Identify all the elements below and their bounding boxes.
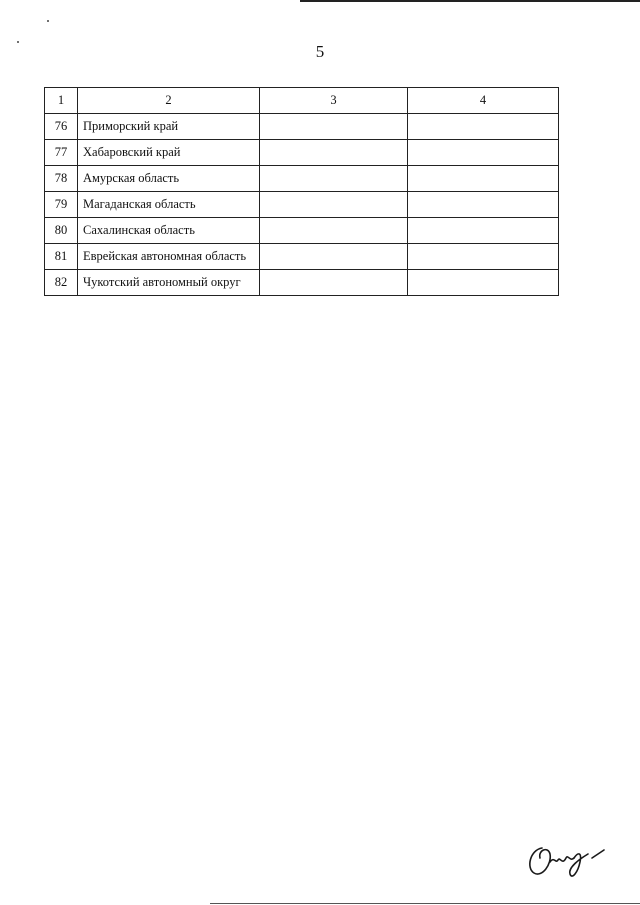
row-col-4 — [408, 114, 559, 140]
row-col-4 — [408, 192, 559, 218]
header-col-1: 1 — [45, 88, 78, 114]
row-col-3 — [260, 114, 408, 140]
row-number: 77 — [45, 140, 78, 166]
table-row — [45, 270, 559, 296]
row-col-4 — [408, 270, 559, 296]
row-col-3 — [260, 166, 408, 192]
table-row — [45, 218, 559, 244]
row-col-4 — [408, 166, 559, 192]
region-name: Еврейская автономная область — [78, 244, 260, 270]
scan-speck — [47, 20, 49, 22]
row-number: 76 — [45, 114, 78, 140]
row-col-3 — [260, 218, 408, 244]
table-row — [45, 140, 559, 166]
scan-top-edge — [300, 0, 640, 2]
region-name: Чукотский автономный округ — [78, 270, 260, 296]
table-row — [45, 192, 559, 218]
region-name: Хабаровский край — [78, 140, 260, 166]
row-col-3 — [260, 140, 408, 166]
table-row — [45, 114, 559, 140]
row-number: 78 — [45, 166, 78, 192]
page-number: 5 — [315, 42, 325, 61]
row-col-4 — [408, 218, 559, 244]
region-name: Амурская область — [78, 166, 260, 192]
table-row — [45, 244, 559, 270]
header-col-4: 4 — [408, 88, 559, 114]
row-col-4 — [408, 140, 559, 166]
regions-table — [44, 87, 559, 296]
region-name: Сахалинская область — [78, 218, 260, 244]
region-name: Магаданская область — [78, 192, 260, 218]
row-number: 82 — [45, 270, 78, 296]
handwritten-signature-icon — [520, 828, 620, 888]
header-col-3: 3 — [260, 88, 408, 114]
scan-bottom-edge — [210, 903, 640, 904]
table-row — [45, 166, 559, 192]
row-col-3 — [260, 270, 408, 296]
row-col-3 — [260, 192, 408, 218]
row-number: 80 — [45, 218, 78, 244]
row-col-4 — [408, 244, 559, 270]
row-number: 79 — [45, 192, 78, 218]
header-col-2: 2 — [78, 88, 260, 114]
row-number: 81 — [45, 244, 78, 270]
region-name: Приморский край — [78, 114, 260, 140]
table-header-row — [45, 88, 559, 114]
row-col-3 — [260, 244, 408, 270]
